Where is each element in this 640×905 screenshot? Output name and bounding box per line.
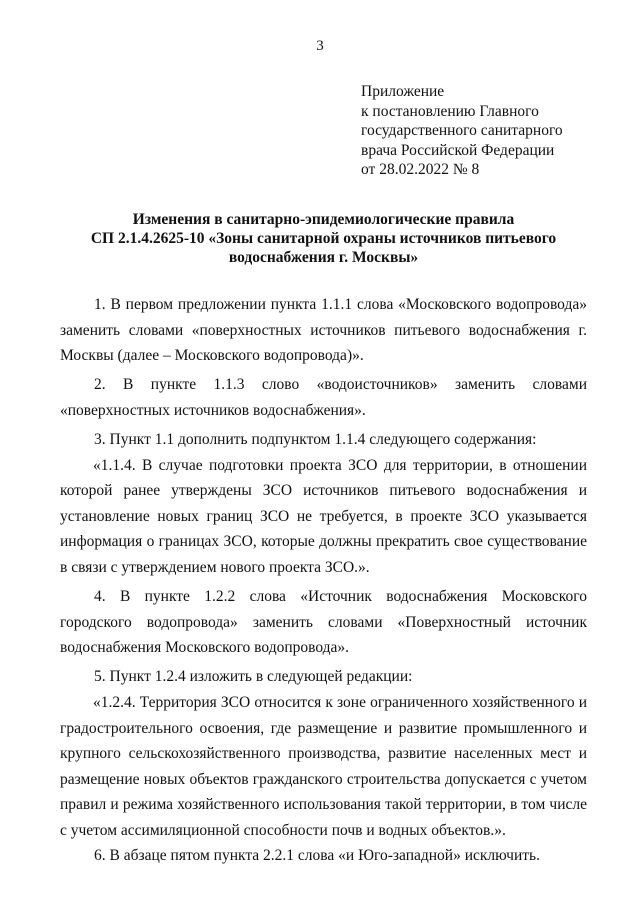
- appendix-block: [361, 82, 563, 180]
- title-line: Изменения в санитарно-эпидемиологические правила: [132, 211, 515, 228]
- appendix-line: к постановлению Главного: [361, 102, 539, 120]
- appendix-line: Приложение: [361, 83, 445, 100]
- paragraph-quote-1-1-4: «1.1.4. В случае подготовки проекта ЗСО для территории, в отношении которой ранее утверждены ЗСО источников питьевого водоснабжения и установление новых границ ЗСО не требуется, в проекте ЗСО указывается информация о границах ЗСО, которые должны прекратить свое существование в связи с утверждением нового проекта ЗСО.».: [60, 456, 587, 576]
- appendix-line: государственного санитарного: [361, 122, 563, 140]
- page-number: 3: [316, 38, 324, 54]
- paragraph-4: 4. В пункте 1.2.2 слова «Источник водоснабжения Московского городского водопровода» заменить словами «Поверхностный источник водоснабжения Московского водопровода».: [60, 588, 587, 657]
- paragraph-3: 3. Пункт 1.1 дополнить подпунктом 1.1.4 следующего содержания:: [94, 430, 537, 448]
- appendix-line: врача Российской Федерации: [361, 141, 555, 159]
- title-line: СП 2.1.4.2625-10 «Зоны санитарной охраны источников питьевого: [90, 230, 557, 247]
- paragraph-quote-1-2-4: «1.2.4. Территория ЗСО относится к зоне ограниченного хозяйственного и градостроительного освоения, где размещение и развитие промышленного и крупного сельскохозяйственного производства, развитие населенных мест и размещение новых объектов гражданского строительства допускается с учетом правил и режима хозяйственного использования такой территории, в том числе с учетом ассимиляционной способности почв и водных объектов.».: [60, 693, 587, 839]
- paragraph-6: 6. В абзаце пятом пункта 2.2.1 слова «и Юго-западной» исключить.: [94, 847, 540, 865]
- title-line: водоснабжения г. Москвы»: [228, 249, 419, 266]
- paragraph-1: 1. В первом предложении пункта 1.1.1 слова «Московского водопровода» заменить словами «поверхностных источников питьевого водоснабжения г. Москвы (далее – Московского водопровода)».: [60, 296, 587, 365]
- appendix-line: от 28.02.2022 № 8: [361, 161, 480, 179]
- document-title: [60, 210, 587, 267]
- paragraph-5: 5. Пункт 1.2.4 изложить в следующей редакции:: [94, 668, 413, 686]
- document-body: [60, 292, 587, 869]
- paragraph-2: 2. В пункте 1.1.3 слово «водоисточников» заменить словами «поверхностных источников водоснабжения».: [60, 376, 587, 419]
